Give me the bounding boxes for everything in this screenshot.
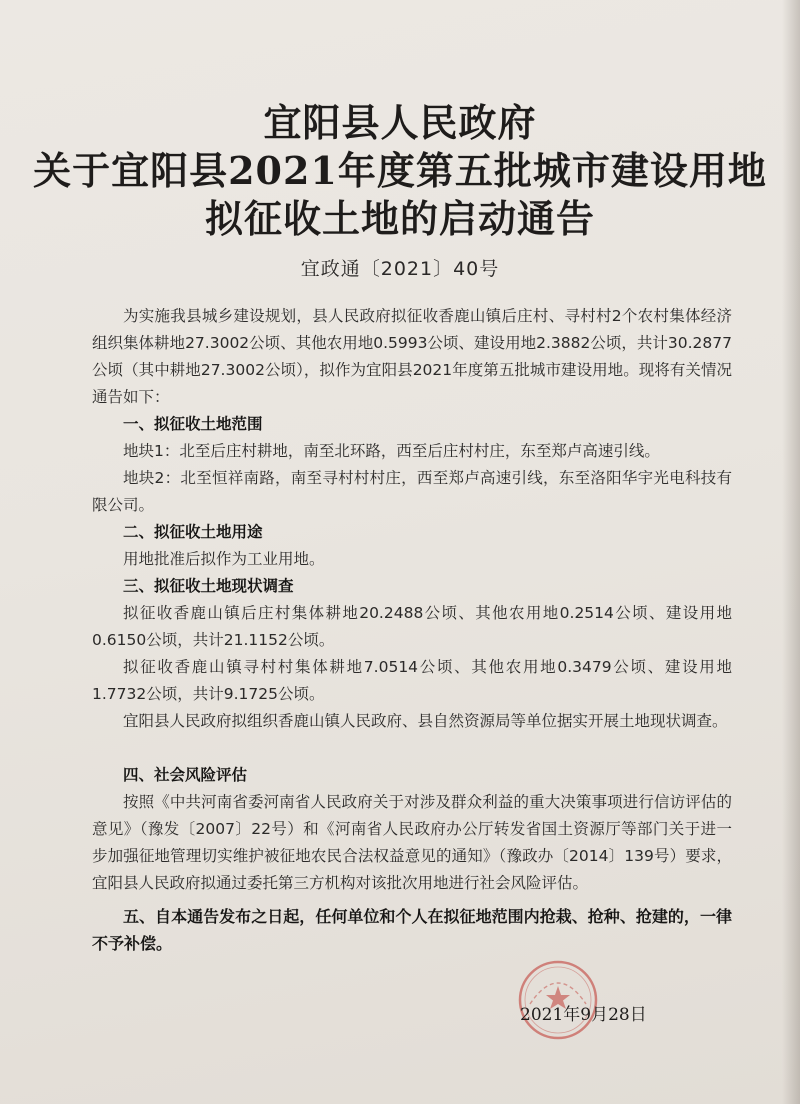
title-line-2: 关于宜阳县2021年度第五批城市建设用地 [33,148,767,193]
section-3-heading: 三、拟征收土地现状调查 [123,577,294,595]
section-3-paragraph-1: 拟征收香鹿山镇后庄村集体耕地20.2488公顷、其他农用地0.2514公顷、建设用地0.6150公顷，共计21.1152公顷。 [92,604,732,649]
document-number: 宜政通〔2021〕40号 [300,258,500,280]
section-4-text: 按照《中共河南省委河南省人民政府关于对涉及群众利益的重大决策事项进行信访评估的意见》（豫发〔2007〕22号）和《河南省人民政府办公厅转发省国土资源厅等部门关于进一步加强征地管理切实维护被征地农民合法权益意见的通知》（豫政办〔2014〕139号）要求，宜阳县人民政府拟通过委托第三方机构对该批次用地进行社会风险评估。 [92,793,732,892]
section-4-heading: 四、社会风险评估 [123,766,248,784]
section-1-plot-2: 地块2：北至恒祥南路，南至寻村村村庄，西至郑卢高速引线，东至洛阳华宇光电科技有限公司。 [92,469,732,514]
section-3-paragraph-3: 宜阳县人民政府拟组织香鹿山镇人民政府、县自然资源局等单位据实开展土地现状调查。 [123,712,728,730]
title-line-3: 拟征收土地的启动通告 [204,196,595,241]
section-1-heading: 一、拟征收土地范围 [123,415,263,433]
title-line-1: 宜阳县人民政府 [263,100,537,145]
section-1-plot-1: 地块1：北至后庄村耕地，南至北环路，西至后庄村村庄，东至郑卢高速引线。 [123,442,660,460]
intro-paragraph: 为实施我县城乡建设规划，县人民政府拟征收香鹿山镇后庄村、寻村村2个农村集体经济组织集体耕地27.3002公顷、其他农用地0.5993公顷、建设用地2.3882公顷，共计30.2877公顷（其中耕地27.3002公顷），拟作为宜阳县2021年度第五批城市建设用地。现将有关情况通告如下： [92,307,732,406]
section-5-text: 五、自本通告发布之日起，任何单位和个人在拟征地范围内抢栽、抢种、抢建的，一律不予补偿。 [92,907,732,953]
issue-date: 2021年9月28日 [520,1005,647,1025]
section-3-paragraph-2: 拟征收香鹿山镇寻村村集体耕地7.0514公顷、其他农用地0.3479公顷、建设用地1.7732公顷，共计9.1725公顷。 [92,658,732,703]
section-2-text: 用地批准后拟作为工业用地。 [123,550,325,568]
section-2-heading: 二、拟征收土地用途 [123,523,263,541]
